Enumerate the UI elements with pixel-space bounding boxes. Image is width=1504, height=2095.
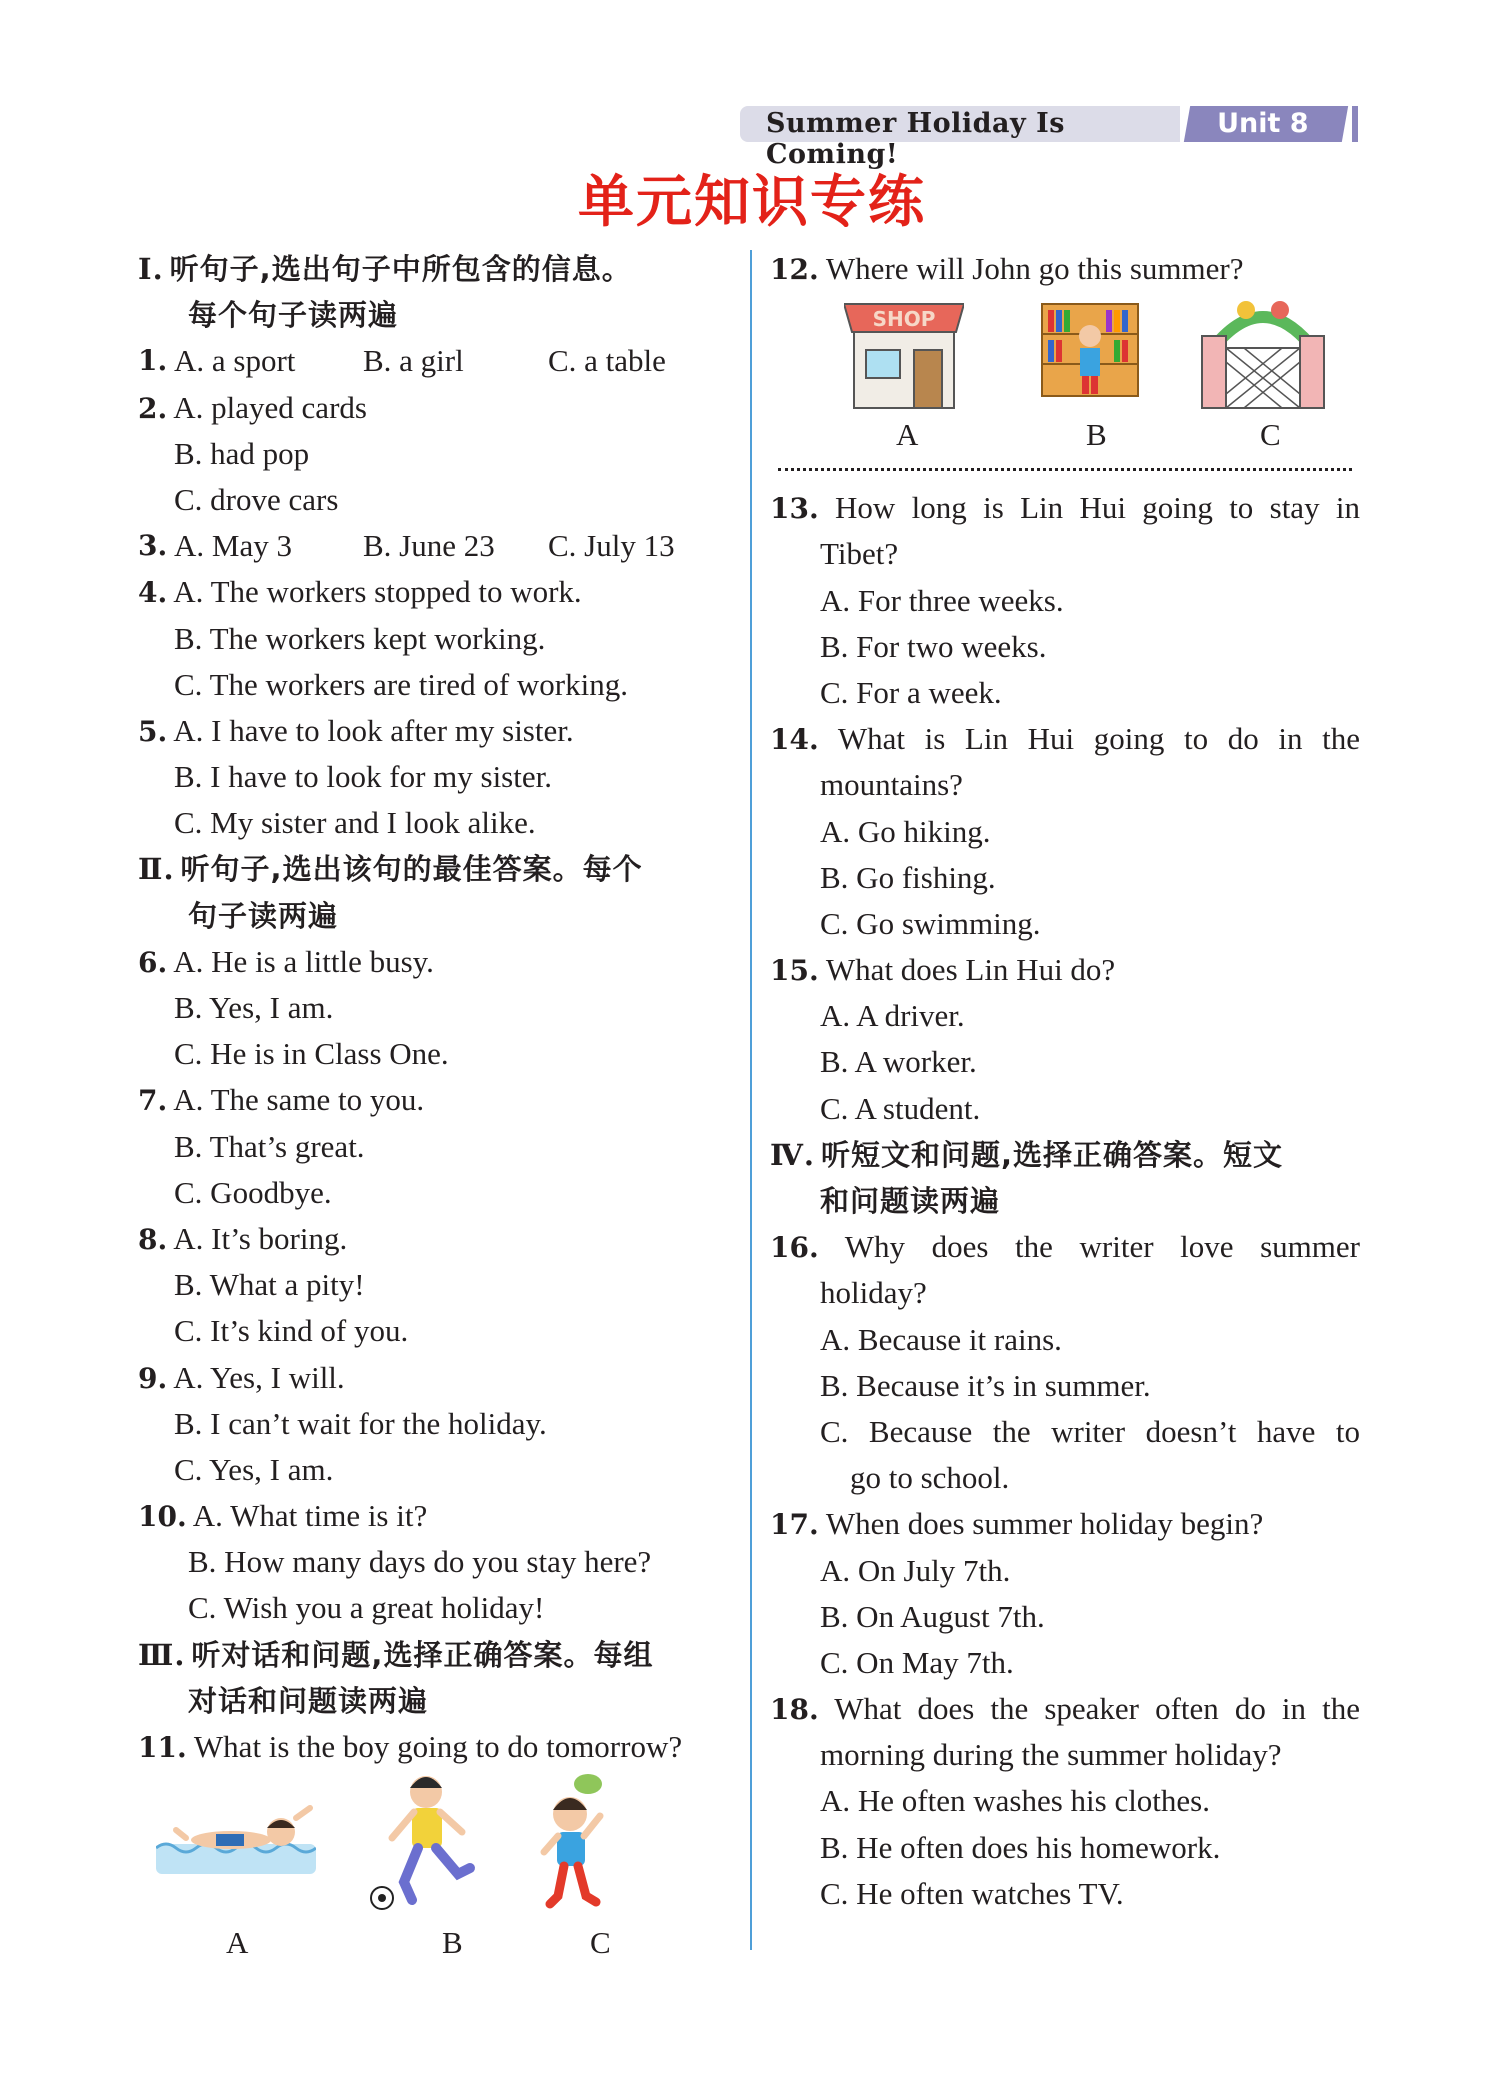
question-13-cont: Tibet? (820, 536, 899, 572)
question-2-option-b: B. had pop (174, 435, 310, 471)
question-14-option-a: A. Go hiking. (820, 813, 991, 849)
question-17-option-b: B. On August 7th. (820, 1598, 1045, 1634)
question-14-option-c: C. Go swimming. (820, 905, 1041, 941)
library-picture (1040, 302, 1140, 402)
question-16: 16. Why does the writer love summer (770, 1229, 1360, 1265)
question-5-option-b: B. I have to look for my sister. (174, 759, 552, 795)
question-6: 6. A. He is a little busy. (138, 943, 434, 979)
question-18: 18. What does the speaker often do in the (770, 1691, 1360, 1727)
question-9-option-b: B. I can’t wait for the holiday. (174, 1405, 547, 1441)
question-12: 12. Where will John go this summer? (770, 251, 1244, 286)
question-4-option-b: B. The workers kept working. (174, 620, 546, 656)
question-17-option-a: A. On July 7th. (820, 1552, 1011, 1588)
left-column (138, 246, 738, 1966)
section-2-heading: Ⅱ. 听句子,选出该句的最佳答案。每个 (138, 852, 643, 887)
question-18-option-a: A. He often washes his clothes. (820, 1783, 1210, 1819)
question-6-option-b: B. Yes, I am. (174, 990, 334, 1025)
unit-title: Summer Holiday Is Coming! (766, 108, 1065, 170)
question-15-option-a: A. A driver. (820, 998, 965, 1034)
question-18-option-c: C. He often watches TV. (820, 1875, 1124, 1911)
question-11-pictures (138, 1770, 738, 1920)
question-16-option-c-cont: go to school. (850, 1460, 1010, 1496)
section-2-heading-cont: 句子读两遍 (188, 898, 339, 933)
section-1-heading-cont: 每个句子读两遍 (188, 298, 399, 333)
page-title: 单元知识专练 (578, 170, 926, 235)
question-18-cont: morning during the summer holiday? (820, 1737, 1282, 1773)
column-divider (750, 250, 752, 1950)
question-4: 4. A. The workers stopped to work. (138, 574, 582, 610)
football-boy-picture (366, 1770, 496, 1920)
question-7-option-b: B. That’s great. (174, 1128, 365, 1164)
label-c: C (590, 1925, 611, 1961)
shop-picture (844, 302, 964, 410)
question-16-option-b: B. Because it’s in summer. (820, 1367, 1151, 1403)
question-9-option-c: C. Yes, I am. (174, 1451, 334, 1487)
question-14-cont: mountains? (820, 767, 963, 803)
question-13: 13. How long is Lin Hui going to stay in (770, 490, 1360, 526)
question-15: 15. What does Lin Hui do? (770, 952, 1116, 988)
question-11-labels (138, 1920, 738, 1966)
question-17-option-c: C. On May 7th. (820, 1644, 1014, 1680)
section-3-heading: Ⅲ. 听对话和问题,选择正确答案。每组 (138, 1637, 654, 1672)
question-5: 5. A. I have to look after my sister. (138, 712, 574, 748)
section-4-heading-cont: 和问题读两遍 (820, 1184, 1001, 1218)
section-3-heading-cont: 对话和问题读两遍 (188, 1683, 429, 1718)
question-10-option-b: B. How many days do you stay here? (188, 1544, 652, 1580)
question-12-labels (770, 412, 1360, 458)
question-13-option-b: B. For two weeks. (820, 628, 1047, 664)
question-12-pictures (770, 292, 1360, 412)
question-5-option-c: C. My sister and I look alike. (174, 805, 536, 841)
question-3: 3. A. May 3 B. June 23 C. July 13 (138, 528, 675, 564)
question-16-cont: holiday? (820, 1275, 927, 1311)
question-13-option-a: A. For three weeks. (820, 582, 1064, 618)
question-14: 14. What is Lin Hui going to do in the (770, 721, 1360, 757)
question-16-option-a: A. Because it rains. (820, 1321, 1062, 1357)
question-17: 17. When does summer holiday begin? (770, 1506, 1264, 1542)
label-b: B (1086, 417, 1107, 453)
question-16-option-c: C. Because the writer doesn’t have to (820, 1413, 1360, 1449)
question-2-option-c: C. drove cars (174, 481, 339, 517)
question-8: 8. A. It’s boring. (138, 1220, 348, 1256)
question-10-option-c: C. Wish you a great holiday! (188, 1590, 545, 1626)
question-10: 10. A. What time is it? (138, 1498, 428, 1534)
question-11: 11. What is the boy going to do tomorrow? (138, 1729, 683, 1764)
question-7: 7. A. The same to you. (138, 1082, 425, 1118)
gate-picture (1198, 292, 1328, 410)
question-1: 1. A. a sport B. a girl C. a table (138, 343, 666, 379)
label-b: B (442, 1925, 463, 1961)
question-6-option-c: C. He is in Class One. (174, 1036, 449, 1072)
unit-badge (1184, 106, 1348, 142)
question-18-option-b: B. He often does his homework. (820, 1829, 1221, 1865)
banner-title-box (740, 106, 1180, 170)
unit-label: Unit 8 (1217, 108, 1309, 139)
question-8-option-b: B. What a pity! (174, 1267, 365, 1303)
swimming-boy-picture (156, 1800, 316, 1880)
question-13-option-c: C. For a week. (820, 674, 1002, 710)
dotted-separator (778, 468, 1352, 471)
question-8-option-c: C. It’s kind of you. (174, 1313, 409, 1349)
question-15-option-c: C. A student. (820, 1090, 981, 1126)
question-7-option-c: C. Goodbye. (174, 1174, 332, 1210)
question-2: 2. A. played cards (138, 389, 367, 425)
banner-edge-bar (1352, 106, 1358, 142)
label-c: C (1260, 417, 1281, 453)
header-banner (740, 106, 1360, 170)
right-column (770, 246, 1360, 1917)
tennis-boy-picture (530, 1770, 620, 1920)
label-a: A (896, 417, 919, 453)
section-1-heading: Ⅰ. 听句子,选出句子中所包含的信息。 (138, 252, 632, 286)
section-4-heading: Ⅳ. 听短文和问题,选择正确答案。短文 (770, 1137, 1284, 1172)
label-a: A (226, 1925, 249, 1961)
question-14-option-b: B. Go fishing. (820, 859, 996, 895)
question-4-option-c: C. The workers are tired of working. (174, 666, 628, 702)
question-9: 9. A. Yes, I will. (138, 1359, 345, 1395)
question-15-option-b: B. A worker. (820, 1044, 977, 1080)
shop-sign: SHOP (872, 307, 936, 332)
